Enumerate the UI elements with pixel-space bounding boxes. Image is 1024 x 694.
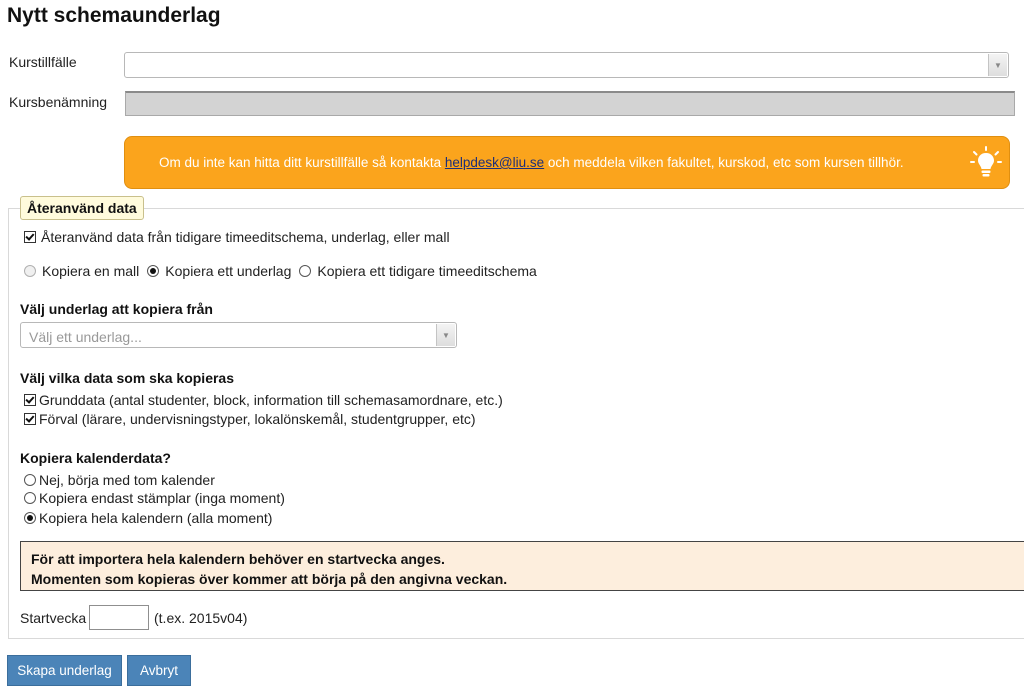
source-select-placeholder: Välj ett underlag... [29, 329, 142, 345]
source-heading: Välj underlag att kopiera från [20, 301, 213, 317]
reuse-checkbox-row[interactable] [24, 229, 450, 245]
basedata-checkbox-row[interactable] [24, 392, 503, 408]
chevron-down-icon[interactable]: ▼ [436, 324, 455, 346]
copy-type-radio-group [24, 263, 537, 279]
copy-underlag-label: Kopiera ett underlag [165, 263, 292, 279]
calendar-heading: Kopiera kalenderdata? [20, 450, 171, 466]
course-instance-label: Kurstillfälle [9, 54, 77, 70]
preselect-checkbox[interactable] [24, 413, 36, 425]
copy-timeedit-radio[interactable] [299, 265, 311, 277]
basedata-label: Grunddata (antal studenter, block, information till schemasamordnare, etc.) [39, 392, 503, 408]
course-name-field [125, 91, 1015, 116]
helpdesk-email-link[interactable]: helpdesk@liu.se [444, 155, 545, 170]
preselect-label: Förval (lärare, undervisningstyper, lokalönskemål, studentgrupper, etc) [39, 411, 476, 427]
course-name-label: Kursbenämning [9, 94, 108, 110]
warning-line-1: För att importera hela kalendern behöver en startvecka anges. [31, 551, 445, 567]
copy-template-label: Kopiera en mall [42, 263, 140, 279]
copy-template-radio[interactable] [24, 265, 36, 277]
copy-timeedit-label: Kopiera ett tidigare timeeditschema [317, 263, 537, 279]
calendar-stamps-label: Kopiera endast stämplar (inga moment) [39, 490, 285, 506]
calendar-full-label: Kopiera hela kalendern (alla moment) [39, 510, 273, 526]
copy-underlag-radio[interactable] [147, 265, 159, 277]
start-week-input[interactable] [89, 605, 149, 630]
calendar-stamps-radio[interactable] [24, 492, 36, 504]
calendar-empty-radio[interactable] [24, 474, 36, 486]
start-week-warning [20, 541, 1024, 591]
source-select[interactable] [20, 322, 457, 348]
notice-text: Om du inte kan hitta ditt kurstillfälle så kontakta helpdesk@liu.se och meddela vilken fakultet, kurskod, etc som kursen tillhör. [159, 155, 904, 170]
info-notice [124, 136, 1010, 189]
start-week-hint: (t.ex. 2015v04) [154, 610, 248, 626]
reuse-legend: Återanvänd data [20, 196, 144, 220]
warning-line-2: Momenten som kopieras över kommer att börja på den angivna veckan. [31, 571, 508, 587]
cancel-button[interactable]: Avbryt [127, 655, 191, 686]
reuse-checkbox[interactable] [24, 231, 36, 243]
calendar-option-stamps[interactable] [24, 490, 285, 506]
start-week-label: Startvecka [20, 610, 87, 626]
preselect-checkbox-row[interactable] [24, 411, 476, 427]
calendar-full-radio[interactable] [24, 512, 36, 524]
calendar-option-empty[interactable] [24, 472, 215, 488]
reuse-checkbox-label: Återanvänd data från tidigare timeeditschema, underlag, eller mall [41, 229, 450, 245]
chevron-down-icon[interactable]: ▼ [988, 54, 1007, 76]
course-instance-select[interactable] [124, 52, 1009, 78]
basedata-checkbox[interactable] [24, 394, 36, 406]
calendar-option-full[interactable] [24, 510, 272, 526]
data-heading: Välj vilka data som ska kopieras [20, 370, 235, 386]
create-underlag-button[interactable]: Skapa underlag [7, 655, 122, 686]
lightbulb-icon [969, 145, 1003, 179]
page-title: Nytt schemaunderlag [7, 4, 221, 27]
calendar-empty-label: Nej, börja med tom kalender [39, 472, 215, 488]
